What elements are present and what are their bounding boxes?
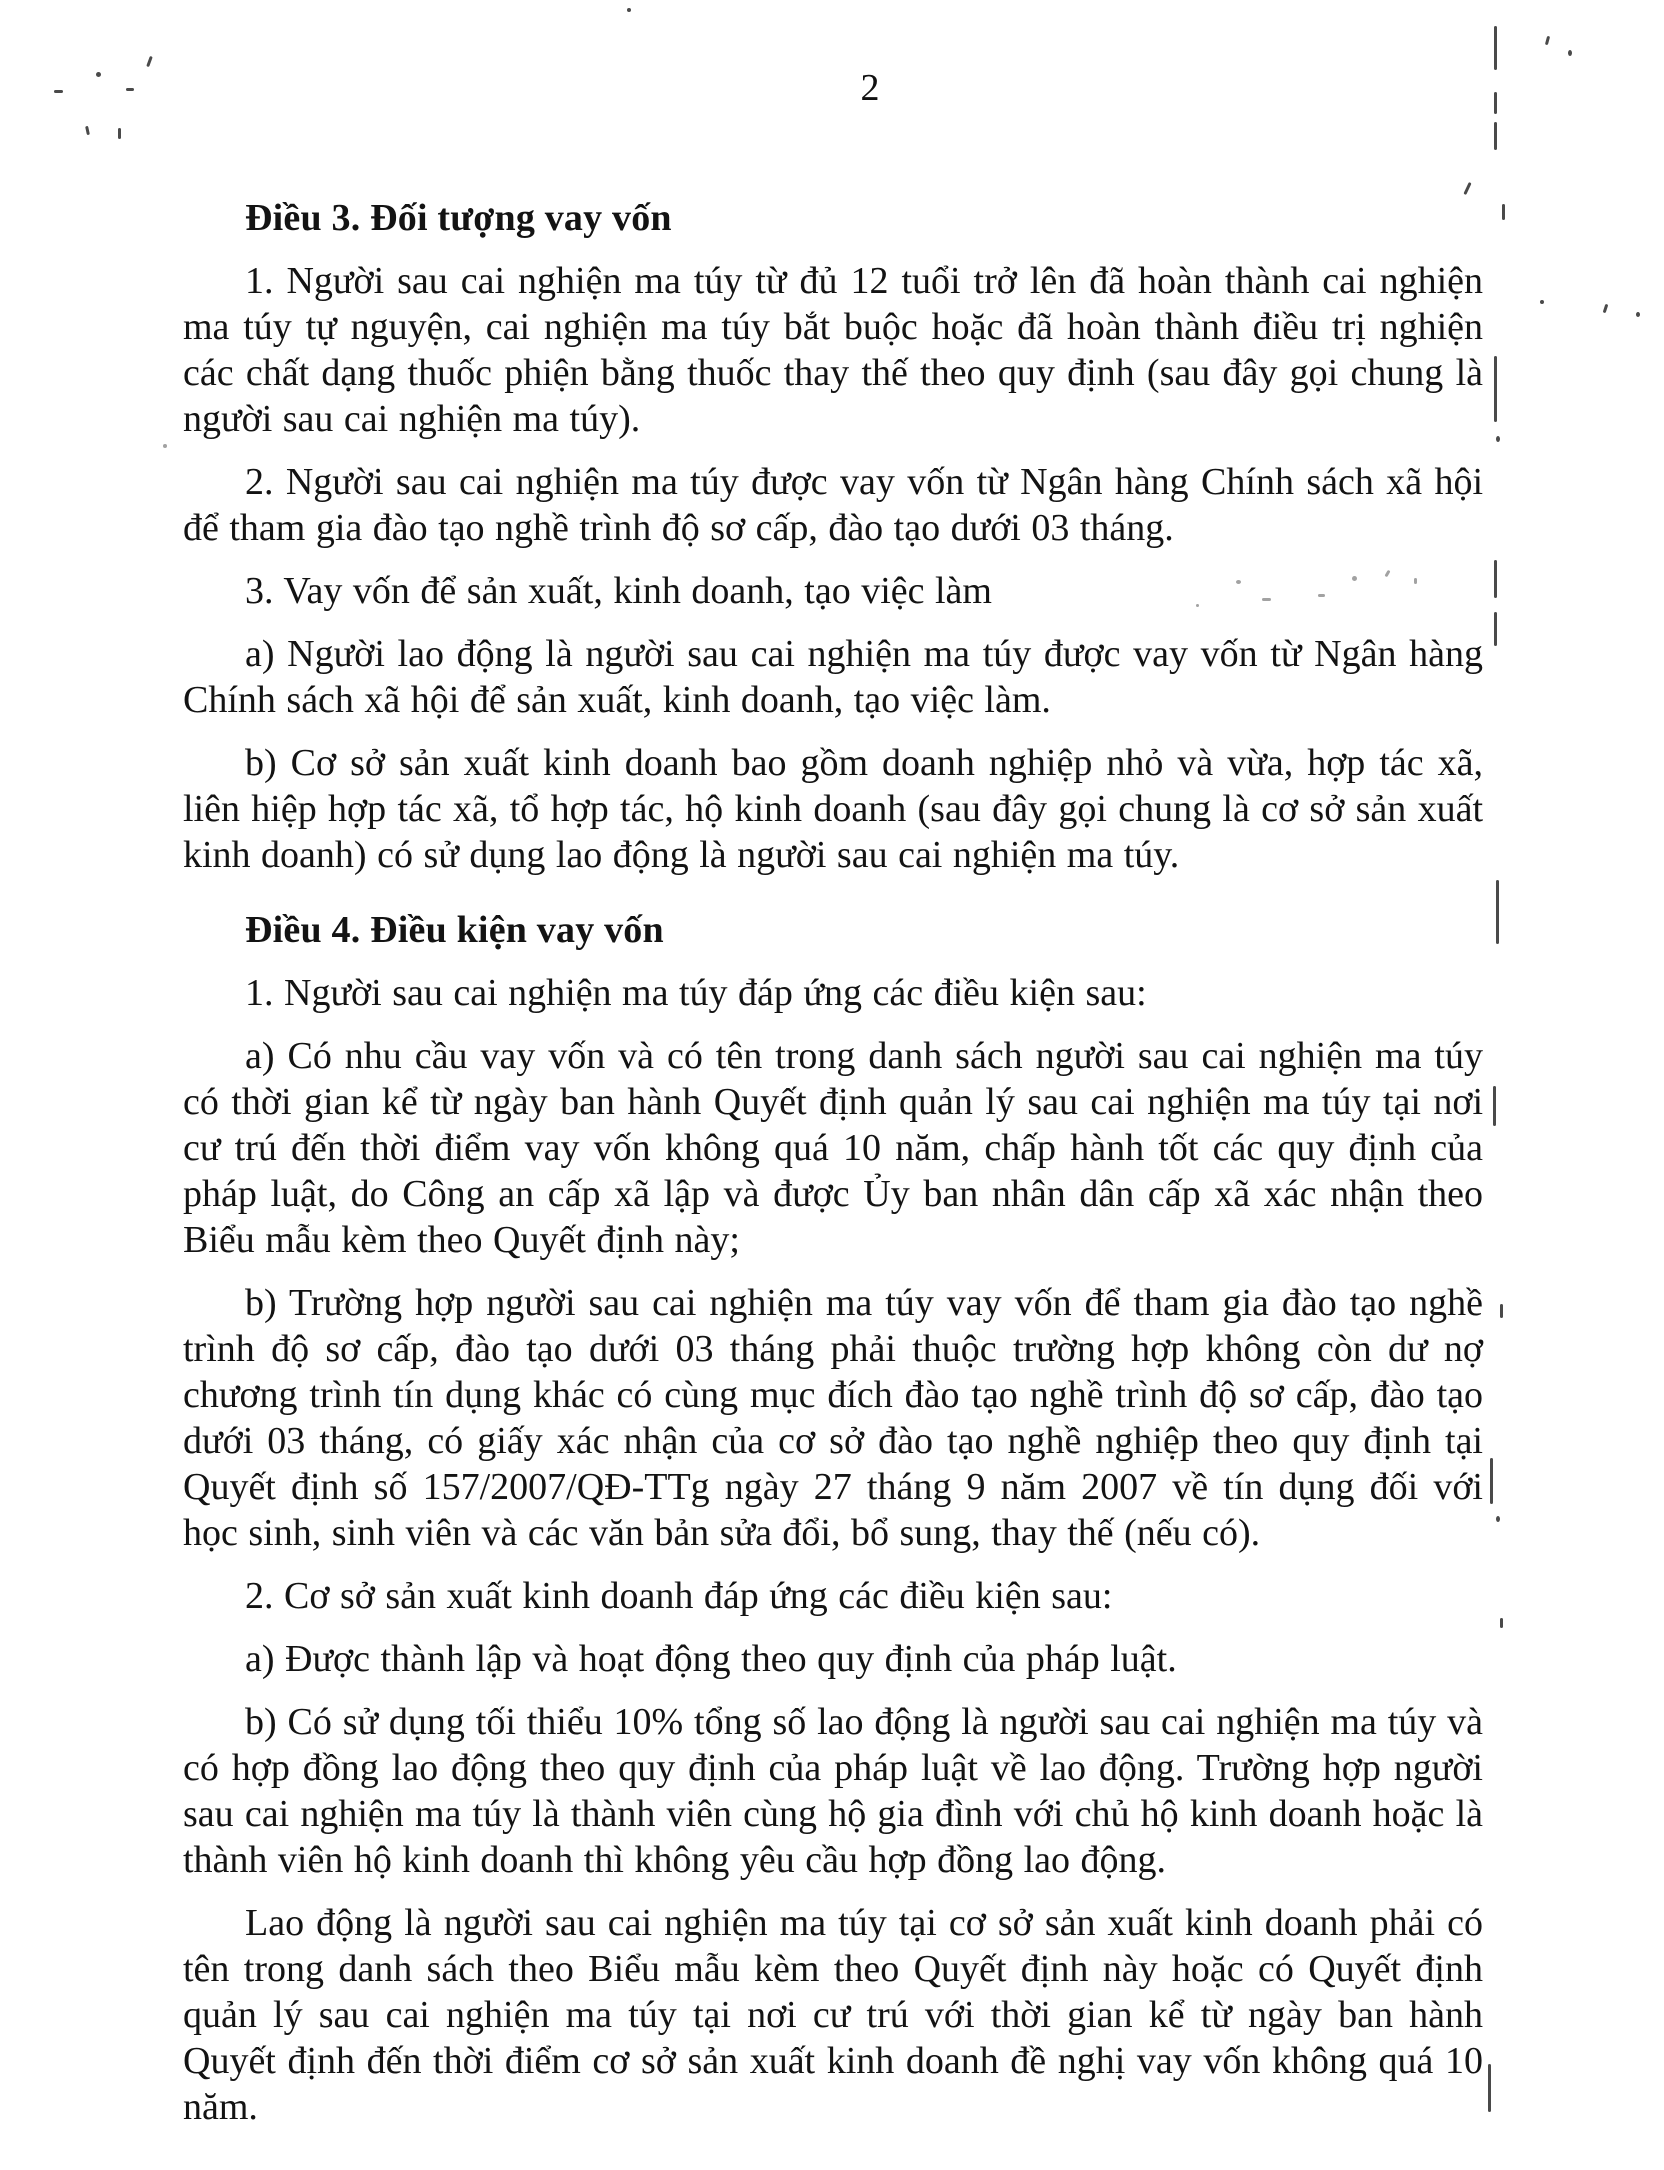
scan-artifact — [1500, 1618, 1503, 1628]
scan-artifact — [1540, 300, 1544, 304]
scan-artifact — [1414, 578, 1417, 584]
scan-artifact — [1494, 612, 1497, 646]
scan-artifact — [1488, 2064, 1491, 2112]
scan-artifact — [1490, 1458, 1493, 1504]
scan-artifact — [1196, 604, 1199, 607]
scan-artifact — [1496, 880, 1499, 944]
scan-artifact — [1463, 182, 1471, 195]
scan-artifact — [1494, 92, 1497, 114]
article-3-clause-1: 1. Người sau cai nghiện ma túy từ đủ 12 tuổi trở lên đã hoàn thành cai nghiện ma túy tự nguyện, cai nghiện ma túy bắt buộc hoặc đã hoàn thành điều trị nghiện các chất dạng thuốc phiện bằng thuốc thay thế theo quy định (sau đây gọi chung là người sau cai nghiện ma túy). — [183, 260, 1483, 440]
page-number: 2 — [860, 67, 880, 109]
scan-artifact — [1496, 436, 1500, 442]
article-4-clause-2: 2. Cơ sở sản xuất kinh doanh đáp ứng các điều kiện sau: — [245, 1575, 1113, 1617]
article-3-heading: Điều 3. Đối tượng vay vốn — [245, 197, 672, 239]
scan-artifact — [146, 56, 153, 67]
scan-artifact — [1603, 304, 1609, 313]
scan-artifact — [163, 444, 167, 448]
scan-artifact — [126, 88, 134, 91]
article-4-clause-2b: b) Có sử dụng tối thiểu 10% tổng số lao động là người sau cai nghiện ma túy và có hợp đồng lao động theo quy định của pháp luật về lao động. Trường hợp người sau cai nghiện ma túy là thành viên cùng hộ gia đình với chủ hộ kinh doanh hoặc là thành viên hộ kinh doanh thì không yêu cầu hợp đồng lao động. — [183, 1701, 1483, 1881]
article-4-clause-1a: a) Có nhu cầu vay vốn và có tên trong danh sách người sau cai nghiện ma túy có thời gian kể từ ngày ban hành Quyết định quản lý sau cai nghiện ma túy tại nơi cư trú đến thời điểm vay vốn không quá 10 năm, chấp hành tốt các quy định của pháp luật, do Công an cấp xã lập và được Ủy ban nhân dân cấp xã xác nhận theo Biểu mẫu kèm theo Quyết định này; — [183, 1035, 1483, 1261]
scan-artifact — [1636, 312, 1640, 317]
article-3-clause-2: 2. Người sau cai nghiện ma túy được vay vốn từ Ngân hàng Chính sách xã hội để tham gia đào tạo nghề trình độ sơ cấp, đào tạo dưới 03 tháng. — [183, 461, 1483, 549]
scan-artifact — [1496, 1516, 1500, 1522]
scan-artifact — [1494, 356, 1497, 422]
scan-artifact — [1236, 580, 1241, 584]
article-3-clause-3a: a) Người lao động là người sau cai nghiện ma túy được vay vốn từ Ngân hàng Chính sách xã hội để sản xuất, kinh doanh, tạo việc làm. — [183, 633, 1483, 721]
scan-artifact — [1494, 560, 1497, 598]
scan-artifact — [54, 90, 63, 93]
scan-artifact — [118, 128, 121, 139]
article-4-clause-2a: a) Được thành lập và hoạt động theo quy định của pháp luật. — [245, 1638, 1177, 1680]
scan-artifact — [85, 126, 90, 135]
scan-artifact — [1568, 50, 1572, 56]
scan-artifact — [1262, 598, 1271, 601]
scan-artifact — [1545, 36, 1550, 45]
scan-artifact — [627, 8, 631, 12]
scan-artifact — [1494, 122, 1497, 150]
scan-artifact — [1318, 594, 1325, 597]
scan-artifact — [96, 72, 101, 77]
scan-artifact — [1502, 204, 1505, 220]
scan-artifact — [1500, 1304, 1503, 1318]
document-body — [183, 196, 1483, 2147]
scan-artifact — [1494, 26, 1497, 70]
scan-artifact — [1493, 1086, 1496, 1126]
article-3-clause-3: 3. Vay vốn để sản xuất, kinh doanh, tạo việc làm — [245, 570, 992, 612]
article-3-clause-3b: b) Cơ sở sản xuất kinh doanh bao gồm doanh nghiệp nhỏ và vừa, hợp tác xã, liên hiệp hợp tác xã, tổ hợp tác, hộ kinh doanh (sau đây gọi chung là cơ sở sản xuất kinh doanh) có sử dụng lao động là người sau cai nghiện ma túy. — [183, 742, 1483, 876]
scan-artifact — [1352, 576, 1357, 581]
article-4-clause-1: 1. Người sau cai nghiện ma túy đáp ứng các điều kiện sau: — [245, 972, 1147, 1014]
article-4-heading: Điều 4. Điều kiện vay vốn — [245, 909, 664, 951]
article-4-closing-paragraph: Lao động là người sau cai nghiện ma túy tại cơ sở sản xuất kinh doanh phải có tên trong danh sách theo Biểu mẫu kèm theo Quyết định này hoặc có Quyết định quản lý sau cai nghiện ma túy tại nơi cư trú với thời gian kể từ ngày ban hành Quyết định đến thời điểm cơ sở sản xuất kinh doanh đề nghị vay vốn không quá 10 năm. — [183, 1902, 1483, 2128]
article-4-clause-1b: b) Trường hợp người sau cai nghiện ma túy vay vốn để tham gia đào tạo nghề trình độ sơ cấp, đào tạo dưới 03 tháng phải thuộc trường hợp không còn dư nợ chương trình tín dụng khác có cùng mục đích đào tạo nghề trình độ sơ cấp, đào tạo dưới 03 tháng, có giấy xác nhận của cơ sở đào tạo nghề nghiệp theo quy định tại Quyết định số 157/2007/QĐ-TTg ngày 27 tháng 9 năm 2007 về tín dụng đối với học sinh, sinh viên và các văn bản sửa đổi, bổ sung, thay thế (nếu có). — [183, 1282, 1483, 1554]
